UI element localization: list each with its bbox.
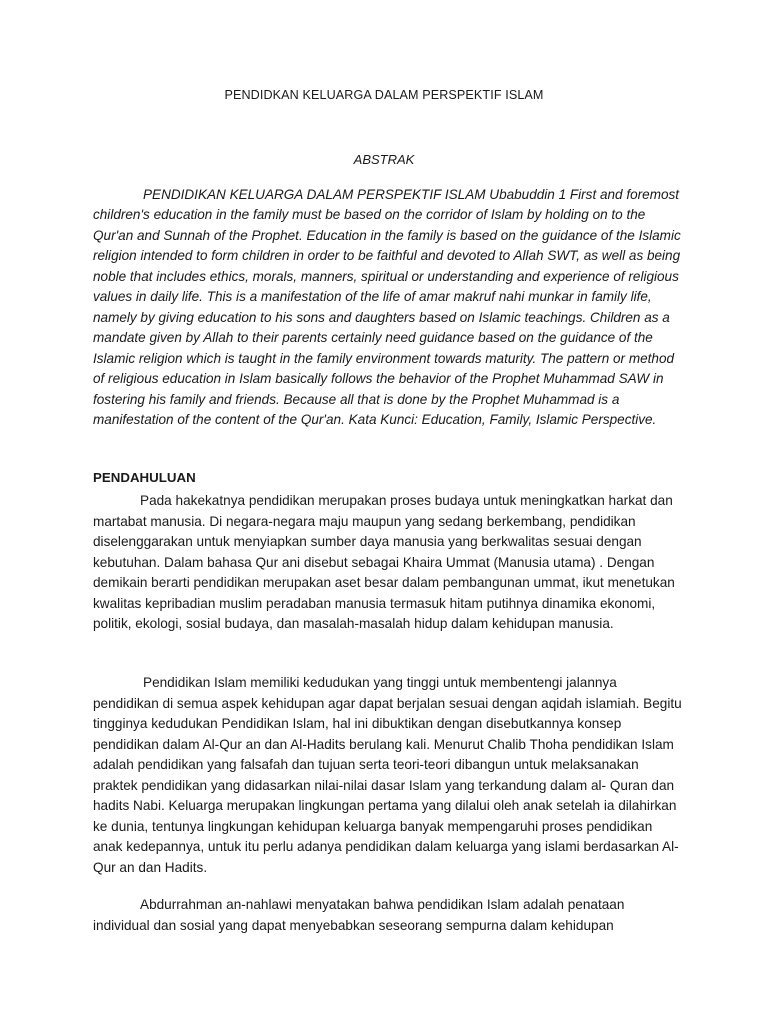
abstract-body: PENDIDIKAN KELUARGA DALAM PERSPEKTIF ISLAM Ubabuddin 1 First and foremost children's education in the family must be based on the corridor of Islam by holding on to the Qur'an and Sunnah of the Prophet. Education in the family is based on the guidance of the Islamic religion intended to form children in order to be faithful and devoted to Allah SWT, as well as being noble that includes ethics, morals, manners, spiritual or understanding and experience of religious values in daily life. This is a manifestation of the life of amar makruf nahi munkar in family life, namely by giving education to his sons and daughters based on Islamic teachings. Children as a mandate given by Allah to their parents certainly need guidance based on the guidance of the Islamic religion which is taught in the family environment towards maturity. The pattern or method of religious education in Islam basically follows the behavior of the Prophet Muhammad SAW in fostering his family and friends. Because all that is done by the Prophet Muhammad is a manifestation of the content of the Qur'an. Kata Kunci: Education, Family, Islamic Perspective. [93, 187, 681, 427]
body-paragraph-1: Pada hakekatnya pendidikan merupakan proses budaya untuk meningkatkan harkat dan martabat manusia. Di negara-negara maju maupun yang sedang berkembang, pendidikan diselenggarakan untuk menyiapkan sumber daya manusia yang berkwalitas sesuai dengan kebutuhan. Dalam bahasa Qur ani disebut sebagai Khaira Ummat (Manusia utama) . Dengan demikain berarti pendidikan merupakan aset besar dalam pembangunan ummat, ikut menetukan kwalitas kepribadian muslim peradaban manusia termasuk hitam putihnya dinamika ekonomi, politik, ekologi, sosial budaya, dan masalah-masalah hidup dalam kehidupan manusia. [93, 493, 675, 631]
abstract-heading: ABSTRAK [353, 152, 415, 167]
document-title: PENDIDKAN KELUARGA DALAM PERSPEKTIF ISLAM [224, 88, 544, 102]
section-heading-pendahuluan: PENDAHULUAN [93, 470, 196, 485]
body-paragraph-3: Abdurrahman an-nahlawi menyatakan bahwa pendidikan Islam adalah penataan individual dan sosial yang dapat menyebabkan seseorang sempurna dalam kehidupan [93, 897, 625, 933]
body-paragraph-2: Pendidikan Islam memiliki kedudukan yang tinggi untuk membentengi jalannya pendidikan di semua aspek kehidupan agar dapat berjalan sesuai dengan aqidah islamiah. Begitu tingginya kedudukan Pendidikan Islam, hal ini dibuktikan dengan disebutkannya konsep pendidikan dalam Al-Qur an dan Al-Hadits berulang kali. Menurut Chalib Thoha pendidikan Islam adalah pendidikan yang falsafah dan tujuan serta teori-teori dibangun untuk melaksanakan praktek pendidikan yang didasarkan nilai-nilai dasar Islam yang terkandung dalam al- Quran dan hadits Nabi. Keluarga merupakan lingkungan pertama yang dilalui oleh anak setelah ia dilahirkan ke dunia, tentunya lingkungan kehidupan keluarga banyak mempengaruhi proses pendidikan anak kedepannya, untuk itu perlu adanya pendidikan dalam keluarga yang islami berdasarkan Al-Qur an dan Hadits. [93, 675, 682, 875]
